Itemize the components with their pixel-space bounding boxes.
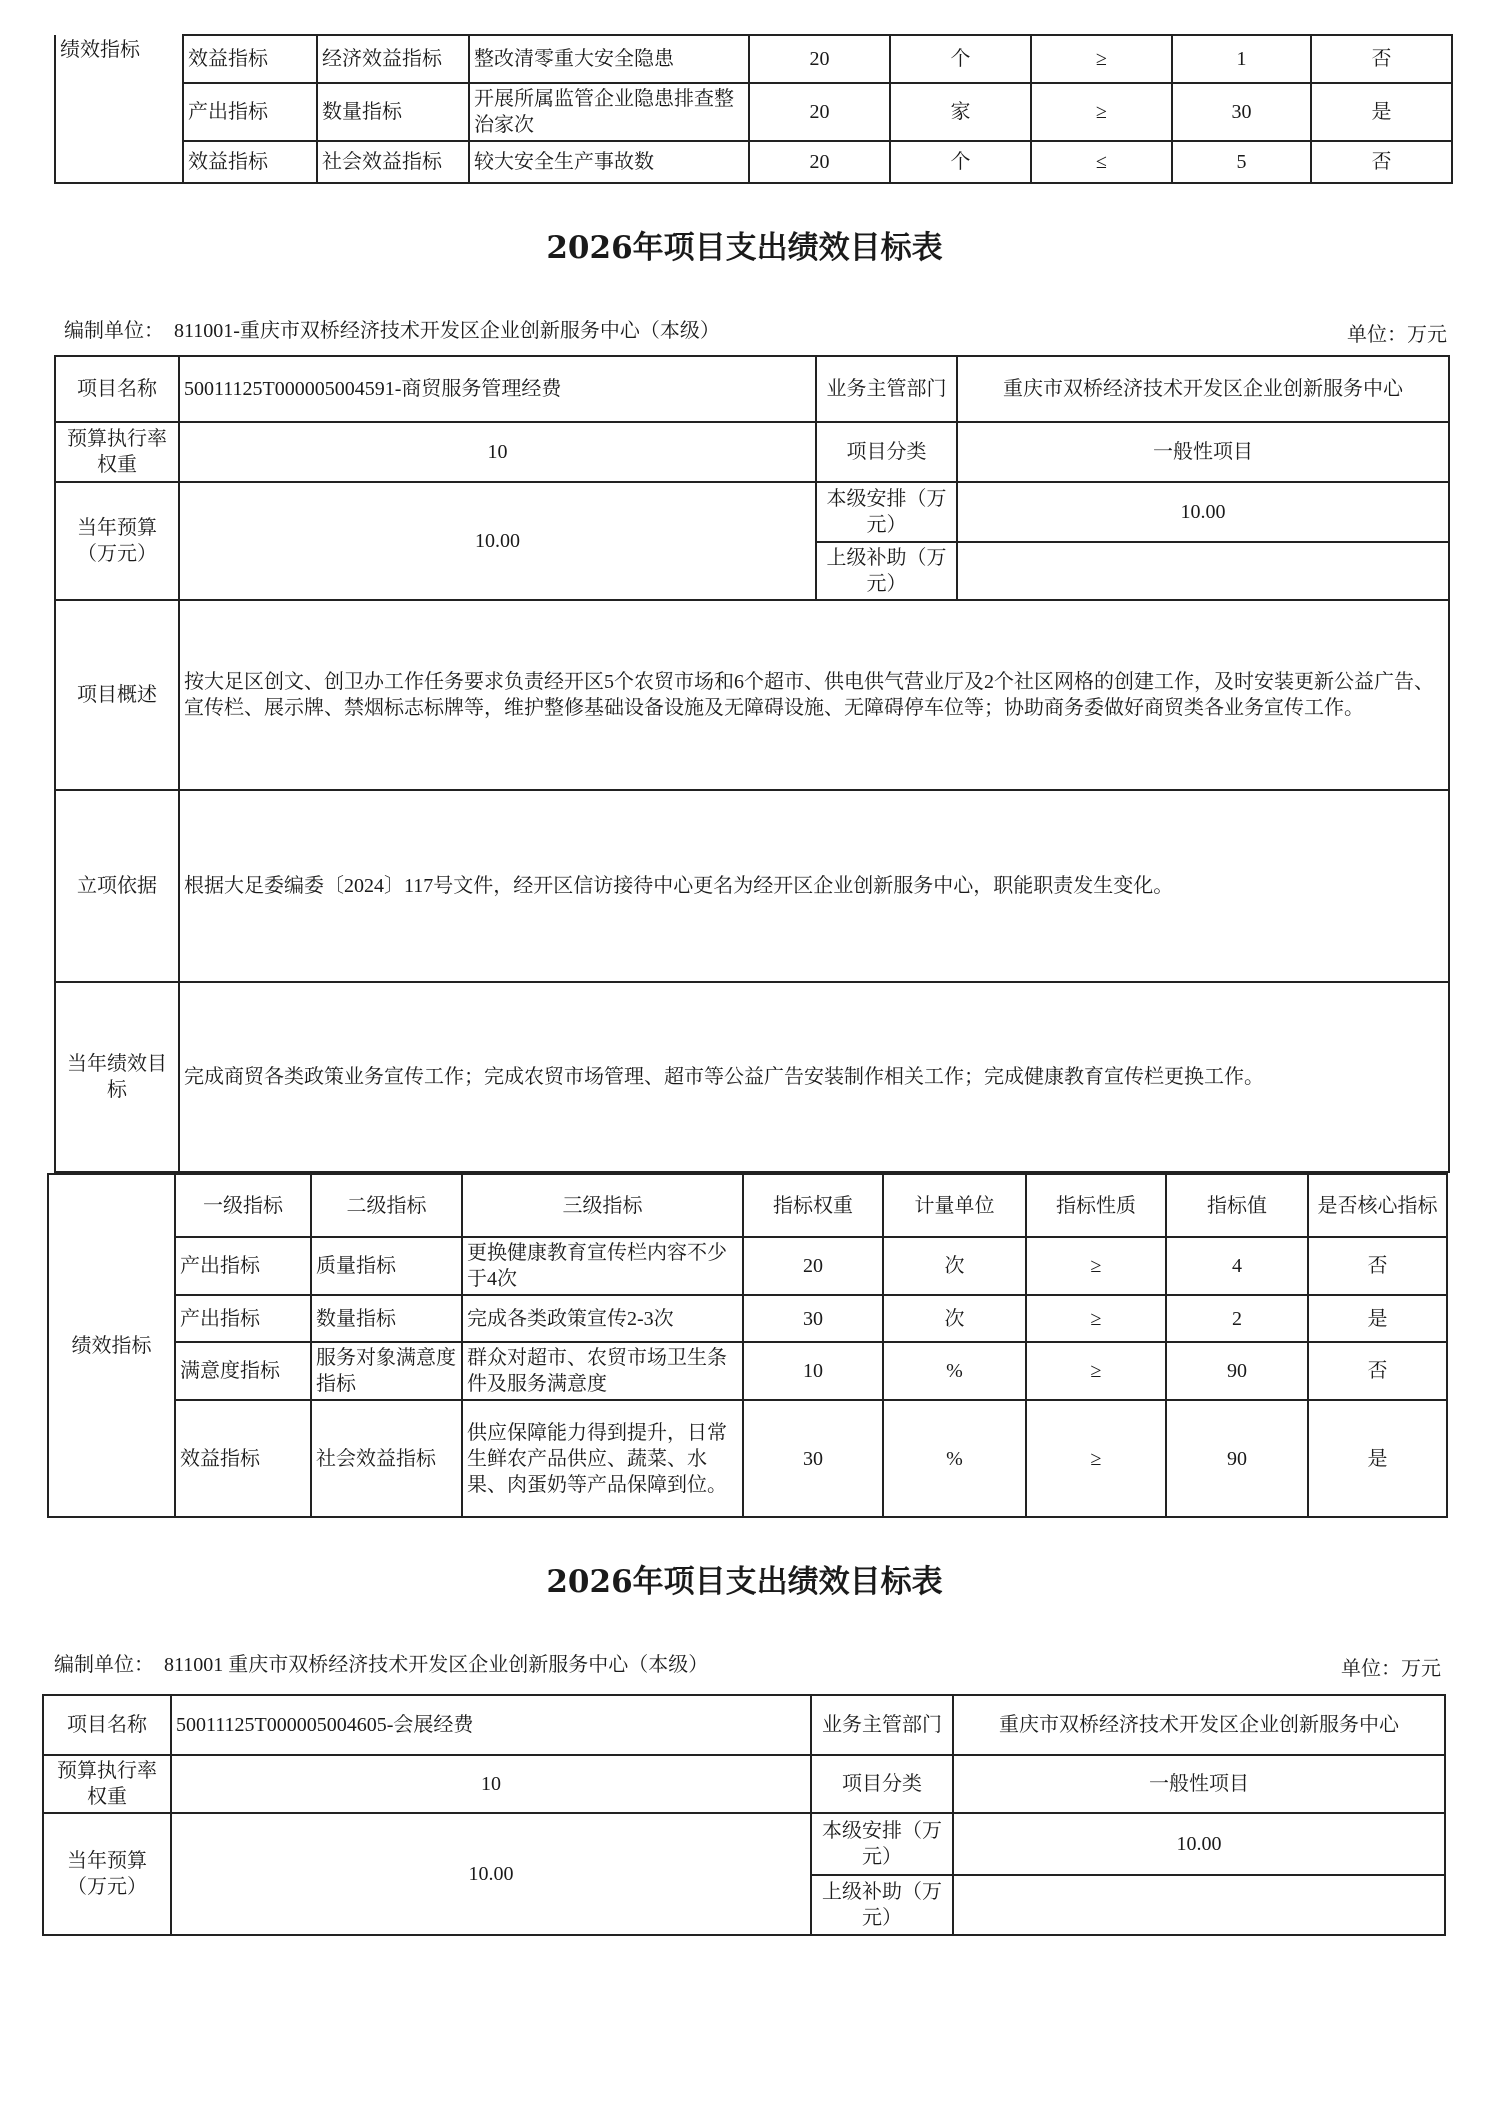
label-basis: 立项依据	[55, 790, 179, 982]
label-goal: 当年绩效目标	[55, 982, 179, 1172]
cell: 否	[1311, 141, 1452, 183]
cell: 是	[1308, 1400, 1447, 1517]
top-perf-table	[54, 34, 1453, 184]
cell: 社会效益指标	[317, 141, 469, 183]
cell: 产出指标	[183, 83, 317, 141]
label-dept: 业务主管部门	[816, 356, 957, 422]
cell: ≥	[1026, 1342, 1166, 1400]
perf-header: 指标权重	[743, 1174, 883, 1237]
cell: 2	[1166, 1295, 1308, 1342]
upper	[957, 542, 1449, 600]
cell: 效益指标	[183, 35, 317, 83]
cell: 社会效益指标	[311, 1400, 462, 1517]
label-budget: 当年预算（万元）	[43, 1813, 171, 1935]
cell: %	[883, 1342, 1026, 1400]
local: 10.00	[957, 482, 1449, 542]
overview: 按大足区创文、创卫办工作任务要求负责经开区5个农贸市场和6个超市、供电供气营业厅及2个社区网格的创建工作，及时安装更新公益广告、宣传栏、展示牌、禁烟标志标牌等，维护整修基础设备设施及无障碍设施、无障碍停车位等；协助商务委做好商贸类各业务宣传工作。	[179, 600, 1449, 790]
form1-unit: 单位：万元	[1347, 324, 1447, 346]
perf-label: 绩效指标	[55, 35, 183, 183]
form1-title: 2026年项目支出绩效目标表	[546, 230, 943, 266]
perf-header: 指标性质	[1026, 1174, 1166, 1237]
cell: 效益指标	[175, 1400, 311, 1517]
cell: ≥	[1026, 1295, 1166, 1342]
label-upper: 上级补助（万元）	[811, 1875, 953, 1935]
label-local: 本级安排（万元）	[811, 1813, 953, 1875]
label-budget: 当年预算（万元）	[55, 482, 179, 600]
label-upper: 上级补助（万元）	[816, 542, 957, 600]
basis: 根据大足委编委〔2024〕117号文件，经开区信访接待中心更名为经开区企业创新服务中心，职能职责发生变化。	[179, 790, 1449, 982]
label-overview: 项目概述	[55, 600, 179, 790]
cell: ≥	[1026, 1400, 1166, 1517]
perf-header: 二级指标	[311, 1174, 462, 1237]
cell: 20	[749, 35, 890, 83]
cell: 产出指标	[175, 1295, 311, 1342]
label-weight: 预算执行率权重	[43, 1755, 171, 1813]
form1-info-table	[54, 355, 1450, 1173]
perf-header: 一级指标	[175, 1174, 311, 1237]
project-name: 50011125T000005004591-商贸服务管理经费	[179, 356, 816, 422]
cell: 是	[1311, 83, 1452, 141]
form1-unit-org: 编制单位： 811001-重庆市双桥经济技术开发区企业创新服务中心（本级）	[64, 320, 720, 342]
label-dept: 业务主管部门	[811, 1695, 953, 1755]
cell: ≤	[1031, 141, 1172, 183]
cell: 否	[1311, 35, 1452, 83]
dept: 重庆市双桥经济技术开发区企业创新服务中心	[953, 1695, 1445, 1755]
perf-row	[48, 1237, 1447, 1295]
perf-row	[48, 1342, 1447, 1400]
cell: 个	[890, 141, 1031, 183]
upper	[953, 1875, 1445, 1935]
cell: 数量指标	[317, 83, 469, 141]
cell: 较大安全生产事故数	[469, 141, 749, 183]
cell: 个	[890, 35, 1031, 83]
cell: ≥	[1031, 83, 1172, 141]
cell: 是	[1308, 1295, 1447, 1342]
budget: 10.00	[171, 1813, 811, 1935]
cell: %	[883, 1400, 1026, 1517]
label-category: 项目分类	[811, 1755, 953, 1813]
label-local: 本级安排（万元）	[816, 482, 957, 542]
cell: 家	[890, 83, 1031, 141]
cell: 否	[1308, 1237, 1447, 1295]
form1-perf-table	[47, 1173, 1448, 1518]
label-weight: 预算执行率权重	[55, 422, 179, 482]
form2-title: 2026年项目支出绩效目标表	[546, 1564, 943, 1600]
cell: ≥	[1031, 35, 1172, 83]
perf-header: 计量单位	[883, 1174, 1026, 1237]
local: 10.00	[953, 1813, 1445, 1875]
cell: 5	[1172, 141, 1311, 183]
form2-unit-org: 编制单位： 811001 重庆市双桥经济技术开发区企业创新服务中心（本级）	[54, 1654, 709, 1676]
perf-row	[48, 1295, 1447, 1342]
category: 一般性项目	[957, 422, 1449, 482]
cell: 否	[1308, 1342, 1447, 1400]
dept: 重庆市双桥经济技术开发区企业创新服务中心	[957, 356, 1449, 422]
cell: 90	[1166, 1400, 1308, 1517]
cell: 30	[743, 1295, 883, 1342]
cell: 30	[1172, 83, 1311, 141]
label-name: 项目名称	[55, 356, 179, 422]
cell: 更换健康教育宣传栏内容不少于4次	[462, 1237, 743, 1295]
cell: 数量指标	[311, 1295, 462, 1342]
form2-unit: 单位：万元	[1341, 1658, 1441, 1680]
cell: 20	[749, 141, 890, 183]
category: 一般性项目	[953, 1755, 1445, 1813]
cell: 完成各类政策宣传2-3次	[462, 1295, 743, 1342]
cell: 20	[743, 1237, 883, 1295]
label-perf: 绩效指标	[48, 1174, 175, 1517]
goal: 完成商贸各类政策业务宣传工作；完成农贸市场管理、超市等公益广告安装制作相关工作；完成健康教育宣传栏更换工作。	[179, 982, 1449, 1172]
cell: 供应保障能力得到提升，日常生鲜农产品供应、蔬菜、水果、肉蛋奶等产品保障到位。	[462, 1400, 743, 1517]
cell: 效益指标	[183, 141, 317, 183]
project-name: 50011125T000005004605-会展经费	[171, 1695, 811, 1755]
cell: 满意度指标	[175, 1342, 311, 1400]
cell: 开展所属监管企业隐患排查整治家次	[469, 83, 749, 141]
cell: 经济效益指标	[317, 35, 469, 83]
cell: 整改清零重大安全隐患	[469, 35, 749, 83]
weight: 10	[179, 422, 816, 482]
cell: 群众对超市、农贸市场卫生条件及服务满意度	[462, 1342, 743, 1400]
perf-row	[48, 1400, 1447, 1517]
cell: ≥	[1026, 1237, 1166, 1295]
label-name: 项目名称	[43, 1695, 171, 1755]
perf-header: 三级指标	[462, 1174, 743, 1237]
cell: 30	[743, 1400, 883, 1517]
cell: 4	[1166, 1237, 1308, 1295]
cell: 1	[1172, 35, 1311, 83]
form2-info-table	[42, 1694, 1446, 1936]
cell: 10	[743, 1342, 883, 1400]
cell: 次	[883, 1295, 1026, 1342]
cell: 90	[1166, 1342, 1308, 1400]
label-category: 项目分类	[816, 422, 957, 482]
perf-header: 是否核心指标	[1308, 1174, 1447, 1237]
cell: 20	[749, 83, 890, 141]
cell: 服务对象满意度指标	[311, 1342, 462, 1400]
budget: 10.00	[179, 482, 816, 600]
cell: 产出指标	[175, 1237, 311, 1295]
weight: 10	[171, 1755, 811, 1813]
perf-header: 指标值	[1166, 1174, 1308, 1237]
cell: 质量指标	[311, 1237, 462, 1295]
cell: 次	[883, 1237, 1026, 1295]
